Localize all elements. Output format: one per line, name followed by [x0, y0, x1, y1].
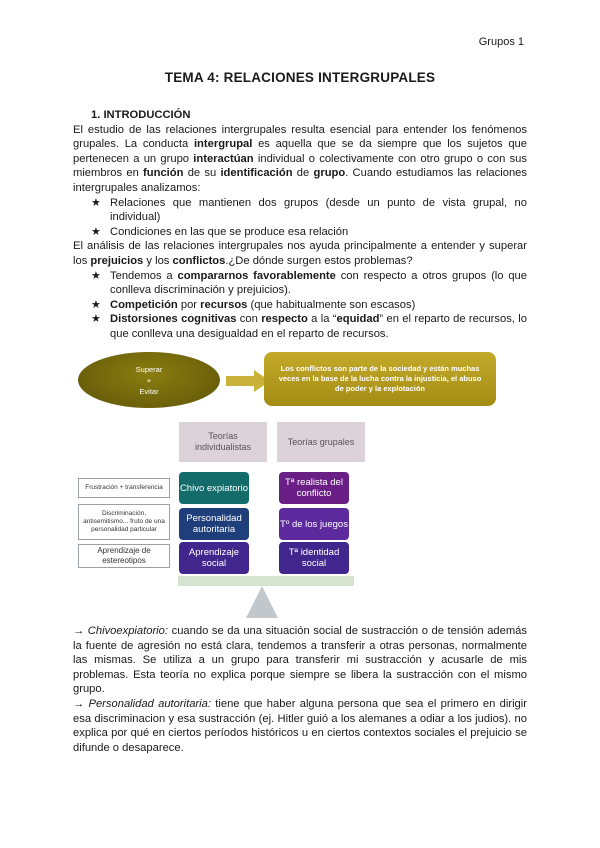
text: y los [143, 254, 173, 267]
label-box: Aprendizaje de estereotipos [78, 544, 170, 568]
bold-text: respecto [261, 313, 308, 326]
bold-text: intergrupal [193, 138, 253, 151]
text: ” en el reparto de recursos, lo que conlleva una desigualdad en el reparto de recursos. [110, 313, 527, 340]
ellipse-text: Superar [135, 364, 163, 374]
text: Relaciones que mantienen dos grupos (desde un punto de vista grupal, no individual) [110, 196, 527, 224]
page-title: TEMA 4: RELACIONES INTERGRUPALES [164, 70, 436, 85]
star-icon: ★ [91, 269, 102, 282]
section-introduction [73, 108, 527, 342]
realistic-conflict-tile: Tª realista del conflicto [279, 472, 349, 504]
theories-diagram [78, 348, 498, 618]
list-item [91, 312, 527, 341]
analysis-paragraph [73, 239, 527, 268]
bold-text: prejuicios [90, 254, 144, 267]
theories-explanation [73, 624, 527, 755]
scapegoat-tile: Chivo expiatorio [179, 472, 249, 504]
bold-text: equidad [336, 313, 380, 326]
text: con [236, 313, 262, 326]
text: es aquella que se da siempre que los sujetos que pertenecen a un grupo [73, 138, 527, 165]
text: de su [183, 167, 221, 180]
star-icon: ★ [91, 313, 102, 326]
italic-term: Chivoexpiatorio: [87, 625, 169, 637]
text: de [292, 167, 314, 180]
text: tiene que haber alguna persona que sea el primero en dirigir esa discriminacion y esa sustracción (ej. Hitler guió a los alemanes a odiar a los judios). no explica por qué en ciertos períodos históricos u en ciertos contextos sociales el prejuicio se difunde o desaparece. [73, 697, 527, 754]
scapegoat-paragraph [73, 624, 527, 697]
list-item [91, 225, 527, 240]
bold-text: Distorsiones cognitivas [110, 313, 237, 326]
list-item [91, 298, 527, 313]
text: Tendemos a [110, 269, 178, 282]
bullet-list [73, 269, 527, 342]
authoritarian-personality-tile: Personalidad autoritaria [179, 508, 249, 540]
text: Condiciones en las que se produce esa relación [110, 225, 349, 238]
italic-term: Personalidad autoritaria: [88, 697, 211, 710]
individualist-theories-header: Teorías individualistas [179, 422, 267, 462]
star-icon: ★ [91, 196, 102, 209]
page-header: Grupos 1 [478, 36, 524, 48]
balance-fulcrum [246, 586, 278, 618]
game-theory-tile: Tº de los juegos [279, 508, 349, 540]
text: El estudio de las relaciones intergrupales resulta esencial para entender los fenómenos grupales. La conducta [73, 123, 527, 151]
authoritarian-paragraph [73, 697, 527, 755]
text: a la “ [307, 313, 337, 326]
text: por [177, 298, 201, 311]
list-item [91, 196, 527, 225]
text: (que habitualmente son escasos) [247, 298, 416, 311]
text: El análisis de las relaciones intergrupales nos ayuda principalmente a entender y superar los [73, 240, 527, 267]
bullet-list [73, 196, 527, 240]
bold-text: Competición [110, 298, 178, 311]
bold-text: interactúan [193, 152, 254, 165]
bold-text: conflictos [172, 254, 226, 267]
social-learning-tile: Aprendizaje social [179, 542, 249, 574]
text: individual o colectivamente con otro grupo o con sus miembros en [73, 152, 527, 180]
arrow-icon: → [73, 697, 85, 710]
bold-text: recursos [200, 298, 248, 311]
overcome-avoid-ellipse [78, 352, 220, 408]
text: cuando se da una situación social de sustracción o de tensión además la fuente de agresión no está clara, tendemos a transferir a otras personas, normalmente las mismas. Se utiliza a un grupo para transferir mi sustracción y acusarle de mis problemas. Esta teoría no explica porque siempre se libera la sustracción con el mismo grupo. [73, 625, 527, 696]
bold-text: grupo [313, 167, 346, 180]
balance-beam [178, 576, 354, 586]
section-heading: 1. INTRODUCCIÓN [91, 109, 191, 121]
bold-text: compararnos favorablemente [177, 269, 336, 282]
bold-text: función [143, 167, 184, 180]
group-theories-header: Teorías grupales [277, 422, 365, 462]
bold-text: identificación [220, 167, 293, 180]
arrow-icon: → [73, 625, 85, 637]
text: . Cuando estudiamos las relaciones intergrupales analizamos: [73, 167, 527, 194]
text: .¿De dónde surgen estos problemas? [225, 254, 413, 267]
ellipse-text: + [146, 375, 152, 385]
star-icon: ★ [91, 225, 102, 238]
label-box: Frustración + transferencia [78, 478, 170, 498]
list-item [91, 269, 527, 298]
text: con respecto a otros grupos (lo que conlleva discriminación y prejuicios). [110, 269, 527, 297]
ellipse-text: Evitar [139, 386, 159, 396]
intro-paragraph [73, 123, 527, 196]
label-box: Discriminación, antisemitismo... fruto de una personalidad particular [78, 504, 170, 540]
star-icon: ★ [91, 298, 102, 311]
social-identity-tile: Tª identidad social [279, 542, 349, 574]
conflict-box: Los conflictos son parte de la sociedad y están muchas veces en la base de la lucha contra la injusticia, el abuso de poder y la explotación [264, 352, 496, 406]
